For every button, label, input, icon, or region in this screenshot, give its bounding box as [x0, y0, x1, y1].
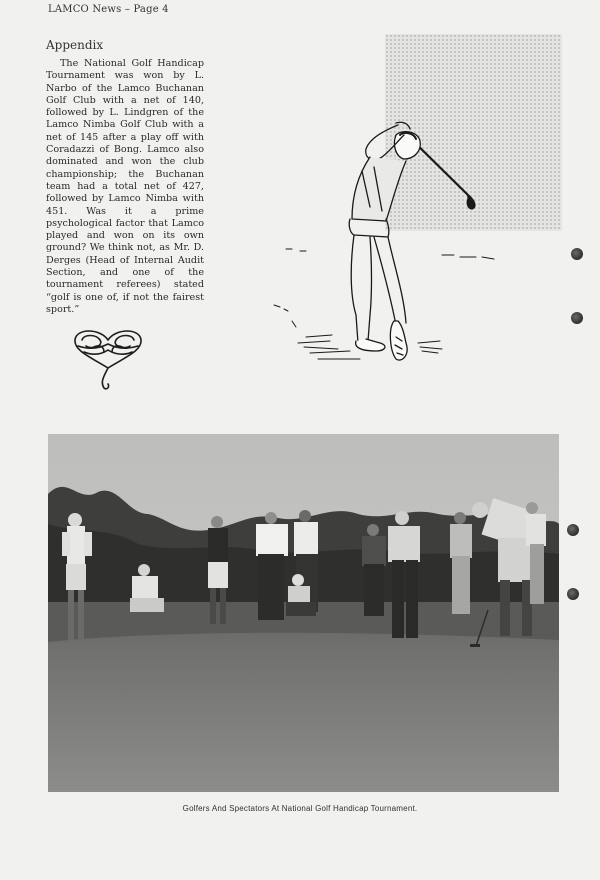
binder-hole: [571, 312, 583, 324]
photo-caption: Golfers And Spectators At National Golf Handicap Tournament.: [182, 804, 418, 813]
article-heading: Appendix: [46, 38, 104, 52]
article-body: The National Golf Handicap Tournament was won by L. Narbo of the Lamco Buchanan Golf Club with a net of 140, followed by L. Lindgren of the Lamco Nimba Golf Club with a net of 145 after a play off with Coradazzi of Bong. Lamco also dominated and won the club championship; the Buchanan team had a total net of 427, followed by Lamco Nimba with 451. Was it a prime psychological factor that Lamco played and won on its own ground? We think not, as Mr. D. Derges (Head of Internal Audit Section, and one of the tournament referees) stated “golf is one of, if not the fairest sport.”: [46, 58, 204, 315]
golfer-swing-icon: [270, 115, 500, 375]
golf-photo: [48, 434, 559, 792]
binder-hole: [571, 248, 583, 260]
binder-hole: [567, 524, 579, 536]
page-header: LAMCO News – Page 4: [48, 4, 169, 15]
swirl-ornament-icon: [70, 326, 146, 392]
binder-hole: [567, 588, 579, 600]
